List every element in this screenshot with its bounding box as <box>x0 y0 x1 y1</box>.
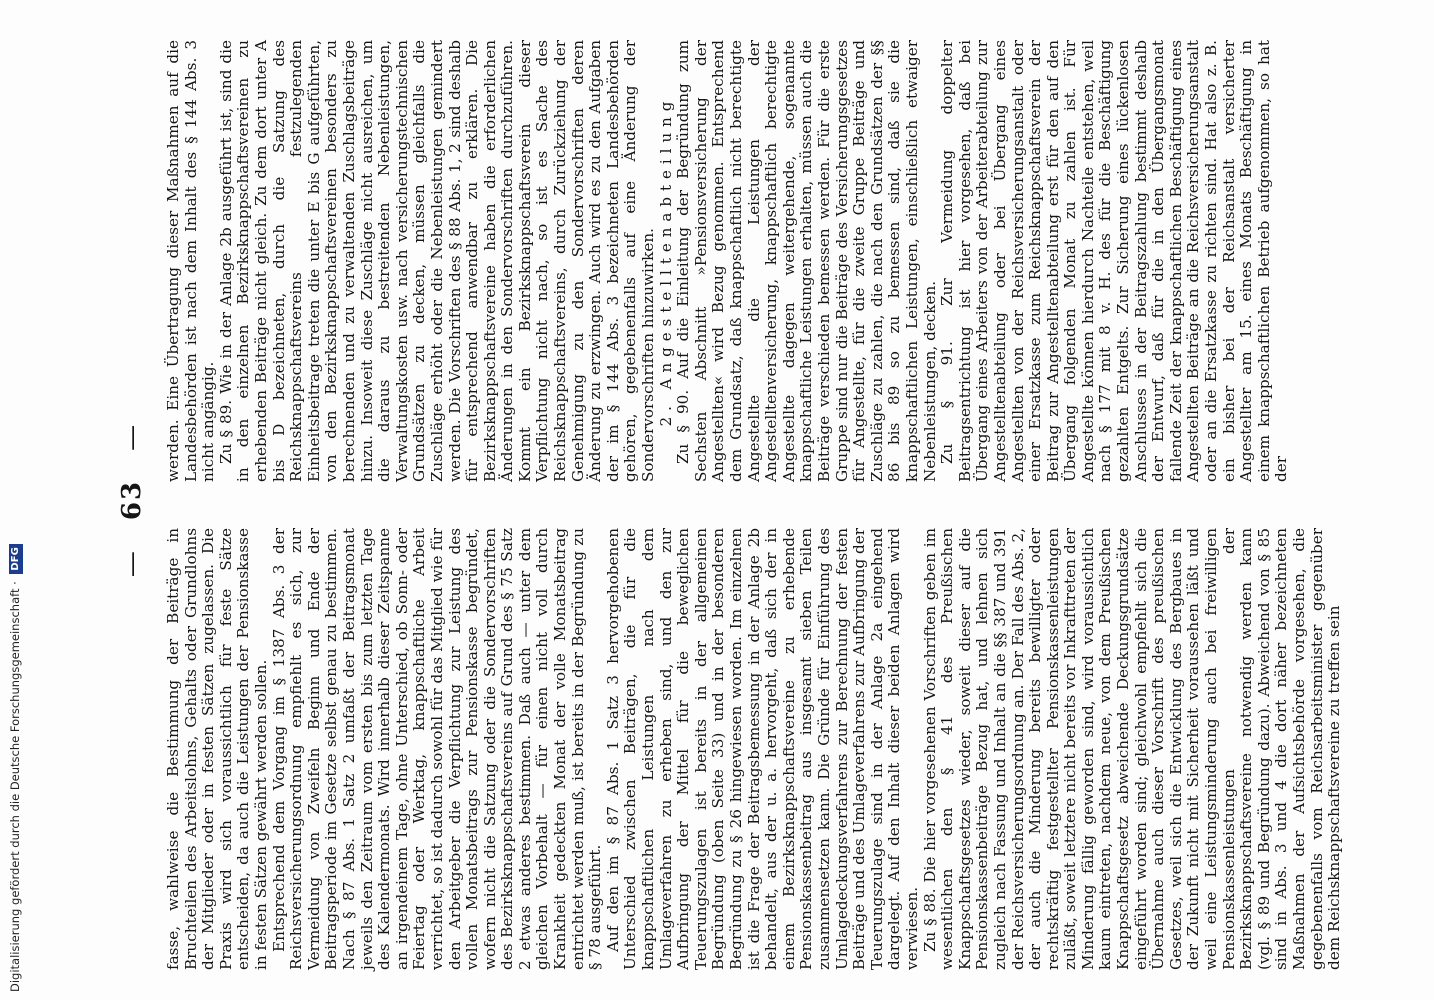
section-heading: 2. Angestelltenabteilung <box>656 95 675 427</box>
paragraph: Zu § 88. Die hier vorgesehenen Vorschriften geben im wesentlichen den § 41 des Preußischen Knappschaftsgesetzes wieder, soweit dieser auf die Pensionskassenbeiträge Bezug hat, und lehnen sich zugleich nach Fassung und Inhalt an die §§ 387 und 391 der Reichsversicherungsordnung an. Der Fall des Abs. 2, der auch die Minderung bereits bewilligter oder rechtskräftig festgestellter Pensionskassenleistungen zuläßt, soweit letztere nicht bereits vor Inkrafttreten der Minderung fällig geworden sind, wird voraussichtlich kaum eintreten, nachdem neue, von dem Preußischen Knappschaftsgesetz abweichende Deckungsgrundsätze eingeführt worden sind; gleichwohl empfiehlt sich die Übernahme auch dieser Vorschrift des preußischen Gesetzes, weil sich die Entwicklung des Bergbaues in der Zukunft nicht mit Sicherheit voraussehen läßt und weil eine Leistungsminderung auch bei freiwilligen Pensionskassenleistungen der Bezirksknappschaftsvereine notwendig werden kann (vgl. § 89 und Begründung dazu). Abweichend von § 85 sind in Abs. 3 und 4 die dort näher bezeichneten Maßnahmen der Aufsichtsbehörde vorgesehen, die gegebenenfalls vom Reichsarbeitsminister gegenüber dem Reichsknappschaftsvereine zu treffen sein <box>920 528 1344 970</box>
digitization-footer <box>4 0 26 1000</box>
header-dash-right: — <box>117 422 147 451</box>
paragraph: Zu § 90. Auf die Einleitung der Begründung zum Sechsten Abschnitt »Pensionsversicherung der Angestellten« wird Bezug genommen. Entsprechend dem Grundsatz, daß knappschaftlich nicht berechtigte Angestellte die Leistungen der Angestelltenversicherung, knappschaftlich berechtigte Angestellte dagegen weitergehende, sogenannte knappschaftliche Leistungen erhalten, müssen auch die Beiträge verschieden bemessen werden. Für die erste Gruppe sind nur die Beiträge des Versicherungsgesetzes für Angestellte, für die zweite Gruppe Beiträge und Zuschläge zu zahlen, die nach den Grundsätzen der §§ 86 bis 89 so zu bemessen sind, daß sie die knappschaftlichen Leistungen, einschließlich etwaiger Nebenleistungen, decken. <box>674 40 939 482</box>
footer-text: Digitalisierung gefördert durch die Deutsche Forschungsgemeinschaft · <box>8 581 22 992</box>
paragraph: werden. Eine Übertragung dieser Maßnahmen auf die Landesbehörden ist nach dem Inhalt des § 144 Abs. 3 nicht angängig. <box>164 40 218 482</box>
page-header <box>117 20 157 980</box>
paragraph: Zu § 91. Zur Vermeidung doppelter Beitragsentrichtung ist hier vorgesehen, daß bei Übergang eines Arbeiters von der Arbeiterabteilung zur Angestelltenabteilung oder bei Übergang eines Angestellten von der Reichsversicherungsanstalt oder einer Ersatzkasse zum Reichsknappschaftsverein der Beitrag zur Angestelltenabteilung erst für den auf den Übergang folgenden Monat zu zahlen ist. Für Angestellte können hierdurch Nachteile entstehen, weil nach § 177 mit 8 v. H. des für die Beschäftigung gezahlten Entgelts. Zur Sicherung eines lückenlosen Anschlusses in der Beitragszahlung bestimmt deshalb der Entwurf, daß für die in den Übergangsmonat fallende Zeit der knappschaftlichen Beschäftigung eines Angestellten Beiträge an die Reichsversicherungsanstalt oder an die Ersatzkasse zu richten sind. Hat also z. B. ein bisher bei der Reichsanstalt versicherter Angestellter am 15. eines Monats Beschäftigung in einem knappschaftlichen Betrieb aufgenommen, so hat der <box>938 40 1291 482</box>
dfg-logo: DFG <box>9 544 23 573</box>
rotated-page-content <box>117 20 1344 980</box>
left-column <box>165 528 1344 970</box>
page-number: 63 <box>117 479 147 521</box>
right-column <box>165 40 1291 482</box>
header-dash-left: — <box>117 549 147 578</box>
paragraph: Entsprechend dem Vorgang im § 1387 Abs. 3 der Reichsversicherungsordnung empfiehlt es sich, zur Vermeidung von Zweifeln Beginn und Ende der Beitragsperiode im Gesetze selbst genau zu bestimmen. Nach § 87 Abs. 1 Satz 2 umfaßt der Beitragsmonat jeweils den Zeitraum vom ersten bis zum letzten Tage des Kalendermonats. Wird innerhalb dieser Zeitspanne an irgendeinem Tage, ohne Unterschied, ob Sonn- oder Feiertag oder Werktag, knappschaftliche Arbeit verrichtet, so ist dadurch sowohl für das Mitglied wie für den Arbeitgeber die Verpflichtung zur Leistung des vollen Monatsbeitrags zur Pensionskasse begründet, wofern nicht die Satzung oder die Sondervorschriften des Bezirksknappschaftsvereins auf Grund des § 75 Satz 2 etwas anderes bestimmen. Daß auch — unter dem gleichen Vorbehalt — für einen nicht voll durch Krankheit gedeckten Monat der volle Monatsbeitrag entrichtet werden muß, ist bereits in der Begründung zu § 78 ausgeführt. <box>269 528 605 970</box>
paragraph: fasse, wahlweise die Bestimmung der Beiträge in Bruchteilen des Arbeitslohns, Gehalts oder Grundlohns der Mitglieder oder in festen Sätzen zugelassen. Die Praxis wird sich voraussichtlich für feste Sätze entscheiden, da auch die Leistungen der Pensionskasse in festen Sätzen gewährt werden sollen. <box>164 528 270 970</box>
paragraph: Auf den im § 87 Abs. 1 Satz 3 hervorgehobenen Unterschied zwischen Beiträgen, die für die knappschaftlichen Leistungen nach dem Umlageverfahren zu erheben sind, und den zur Aufbringung der Mittel für die beweglichen Teuerungszulagen ist bereits in der allgemeinen Begründung (oben Seite 33) und in der besonderen Begründung zu § 26 hingewiesen worden. Im einzelnen ist die Frage der Beitragsbemessung in der Anlage 2b behandelt, aus der u. a. hervorgeht, daß sich der in einem Bezirksknappschaftsvereine zu erhebende Pensionskassenbeitrag aus insgesamt sieben Teilen zusammensetzen kann. Die Gründe für Einführung des Umlagedeckungsverfahrens zur Berechnung der festen Beiträge und des Umlageverfahrens zur Aufbringung der Teuerungszulage sind in der Anlage 2a eingehend dargelegt. Auf den Inhalt dieser beiden Anlagen wird verwiesen. <box>603 528 921 970</box>
paragraph: Zu § 89. Wie in der Anlage 2b ausgeführt ist, sind die in den einzelnen Bezirksknappschaftsvereinen zu erhebenden Beiträge nicht gleich. Zu dem dort unter A bis D bezeichneten, durch die Satzung des Reichsknappschaftsvereins festzulegenden Einheitsbeitrage treten die unter E bis G aufgeführten, von den Bezirksknappschaftsvereinen besonders zu berechnenden und zu verwaltenden Zuschlagsbeiträge hinzu. Insoweit diese Zuschläge nicht ausreichen, um die daraus zu bestreitenden Nebenleistungen, Verwaltungskosten usw. nach versicherungstechnischen Grundsätzen zu decken, müssen gleichfalls die Zuschläge erhöht oder die Nebenleistungen gemindert werden. Die Vorschriften des § 88 Abs. 1, 2 sind deshalb für entsprechend anwendbar zu erklären. Die Bezirksknappschaftsvereine haben die erforderlichen Änderungen in den Sondervorschriften durchzuführen. Kommt ein Bezirksknappschaftsverein dieser Verpflichtung nicht nach, so ist es Sache des Reichsknappschaftsvereins, durch Zurückziehung der Genehmigung zu den Sondervorschriften deren Änderung zu erzwingen. Auch wird es zu den Aufgaben der im § 144 Abs. 3 bezeichneten Landesbehörden gehören, gegebenenfalls auf eine Änderung der Sondervorschriften hinzuwirken. <box>216 40 658 482</box>
